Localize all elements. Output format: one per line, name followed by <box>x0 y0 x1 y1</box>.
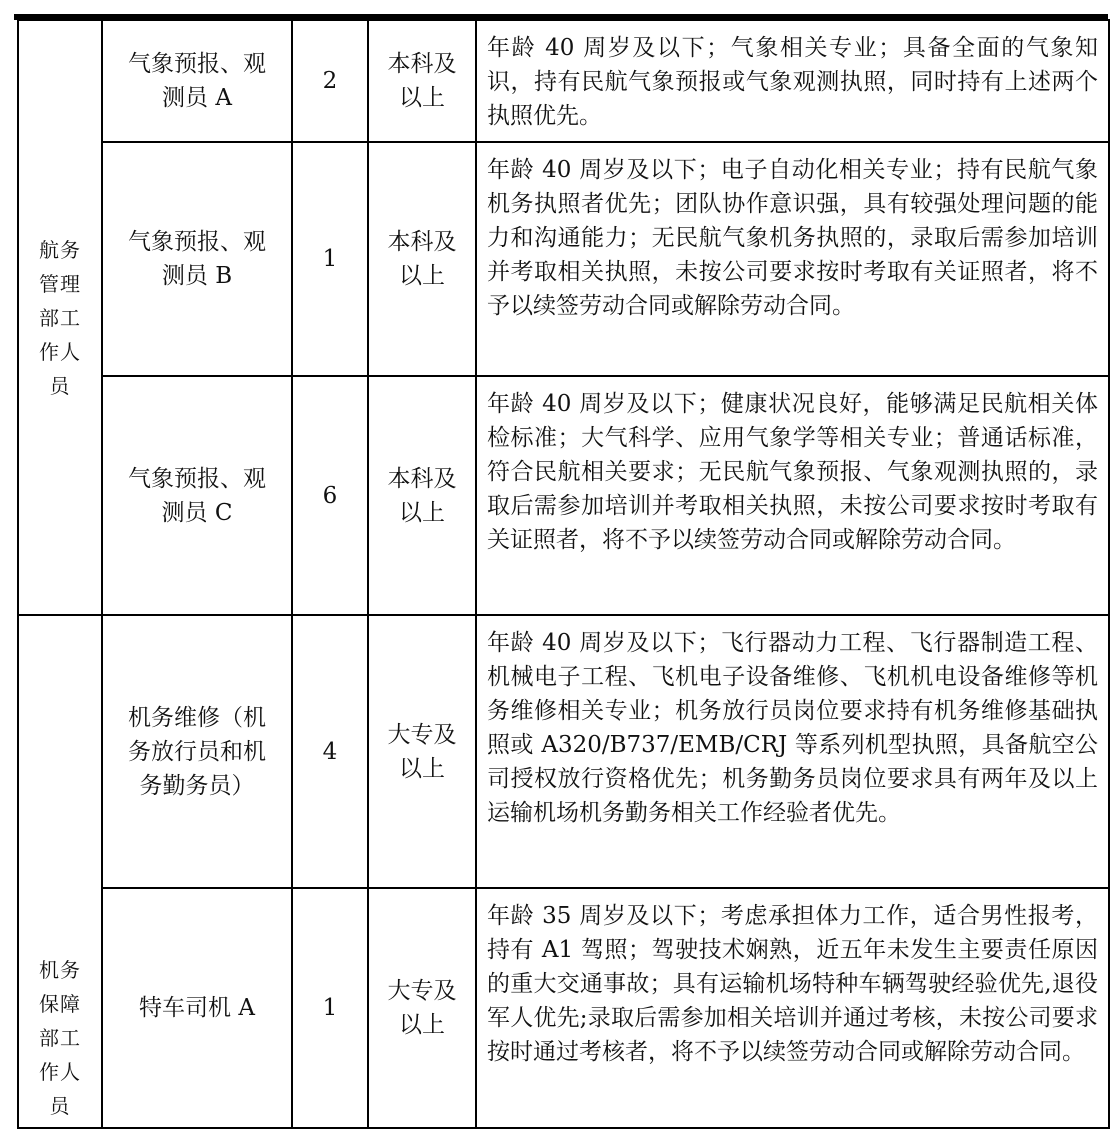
position-label: 气象预报、观测员 C <box>128 465 266 526</box>
table-row <box>18 376 1109 615</box>
education-label: 本科及以上 <box>387 51 457 111</box>
position-cell <box>102 142 292 376</box>
education-label: 本科及以上 <box>387 229 457 289</box>
education-cell <box>368 20 476 142</box>
requirements-cell <box>476 888 1109 1128</box>
requirements-text: 年龄 40 周岁及以下；气象相关专业；具备全面的气象知识，持有民航气象预报或气象观测执照，同时持有上述两个执照优先。 <box>487 35 1098 129</box>
count-value: 6 <box>322 482 338 509</box>
recruitment-table <box>17 19 1110 1129</box>
department-cell <box>18 615 102 1128</box>
requirements-text: 年龄 40 周岁及以下；电子自动化相关专业；持有民航气象机务执照者优先；团队协作意识强，具有较强处理问题的能力和沟通能力；无民航气象机务执照的，录取后需参加培训并考取相关执照，未按公司要求按时考取有关证照者，将不予以续签劳动合同或解除劳动合同。 <box>487 157 1098 319</box>
requirements-cell <box>476 20 1109 142</box>
education-cell <box>368 142 476 376</box>
table-row <box>18 615 1109 888</box>
count-cell <box>292 888 368 1128</box>
requirements-text: 年龄 35 周岁及以下；考虑承担体力工作，适合男性报考，持有 A1 驾照；驾驶技术娴熟，近五年未发生主要责任原因的重大交通事故；具有运输机场特种车辆驾驶经验优先,退役军人优先;录取后需参加相关培训并通过考核，未按公司要求按时通过考核者，将不予以续签劳动合同或解除劳动合同。 <box>487 903 1098 1065</box>
position-label: 机务维修（机务放行员和机务勤务员） <box>128 704 266 799</box>
department-cell <box>18 20 102 615</box>
department-label: 机务保障部工作人员 <box>39 958 81 1118</box>
table-row <box>18 20 1109 142</box>
education-cell <box>368 376 476 615</box>
position-label: 气象预报、观测员 B <box>128 229 266 289</box>
requirements-cell <box>476 142 1109 376</box>
table-row <box>18 142 1109 376</box>
count-value: 4 <box>322 738 338 765</box>
position-cell <box>102 376 292 615</box>
education-label: 本科及以上 <box>387 465 457 526</box>
table-row <box>18 888 1109 1128</box>
education-label: 大专及以上 <box>387 978 457 1038</box>
requirements-text: 年龄 40 周岁及以下；飞行器动力工程、飞行器制造工程、机械电子工程、飞机电子设备维修、飞机机电设备维修等机务维修相关专业；机务放行员岗位要求持有机务维修基础执照或 A320/B737/EMB/CRJ 等系列机型执照，具备航空公司授权放行资格优先；机务勤务员岗位要求具有两年及以上运输机场机务勤务相关工作经验者优先。 <box>487 630 1098 826</box>
position-label: 气象预报、观测员 A <box>128 51 266 111</box>
count-cell <box>292 20 368 142</box>
position-label: 特车司机 A <box>139 995 255 1021</box>
count-cell <box>292 376 368 615</box>
count-cell <box>292 142 368 376</box>
department-label: 航务管理部工作人员 <box>39 237 81 398</box>
position-cell <box>102 888 292 1128</box>
education-label: 大专及以上 <box>387 721 457 782</box>
position-cell <box>102 615 292 888</box>
count-value: 1 <box>322 995 338 1021</box>
requirements-text: 年龄 40 周岁及以下；健康状况良好，能够满足民航相关体检标准；大气科学、应用气象学等相关专业；普通话标准，符合民航相关要求；无民航气象预报、气象观测执照的，录取后需参加培训并考取相关执照，未按公司要求按时考取有关证照者，将不予以续签劳动合同或解除劳动合同。 <box>487 391 1098 553</box>
requirements-cell <box>476 615 1109 888</box>
count-value: 2 <box>322 68 338 94</box>
requirements-cell <box>476 376 1109 615</box>
count-cell <box>292 615 368 888</box>
count-value: 1 <box>322 246 338 272</box>
position-cell <box>102 20 292 142</box>
education-cell <box>368 888 476 1128</box>
education-cell <box>368 615 476 888</box>
